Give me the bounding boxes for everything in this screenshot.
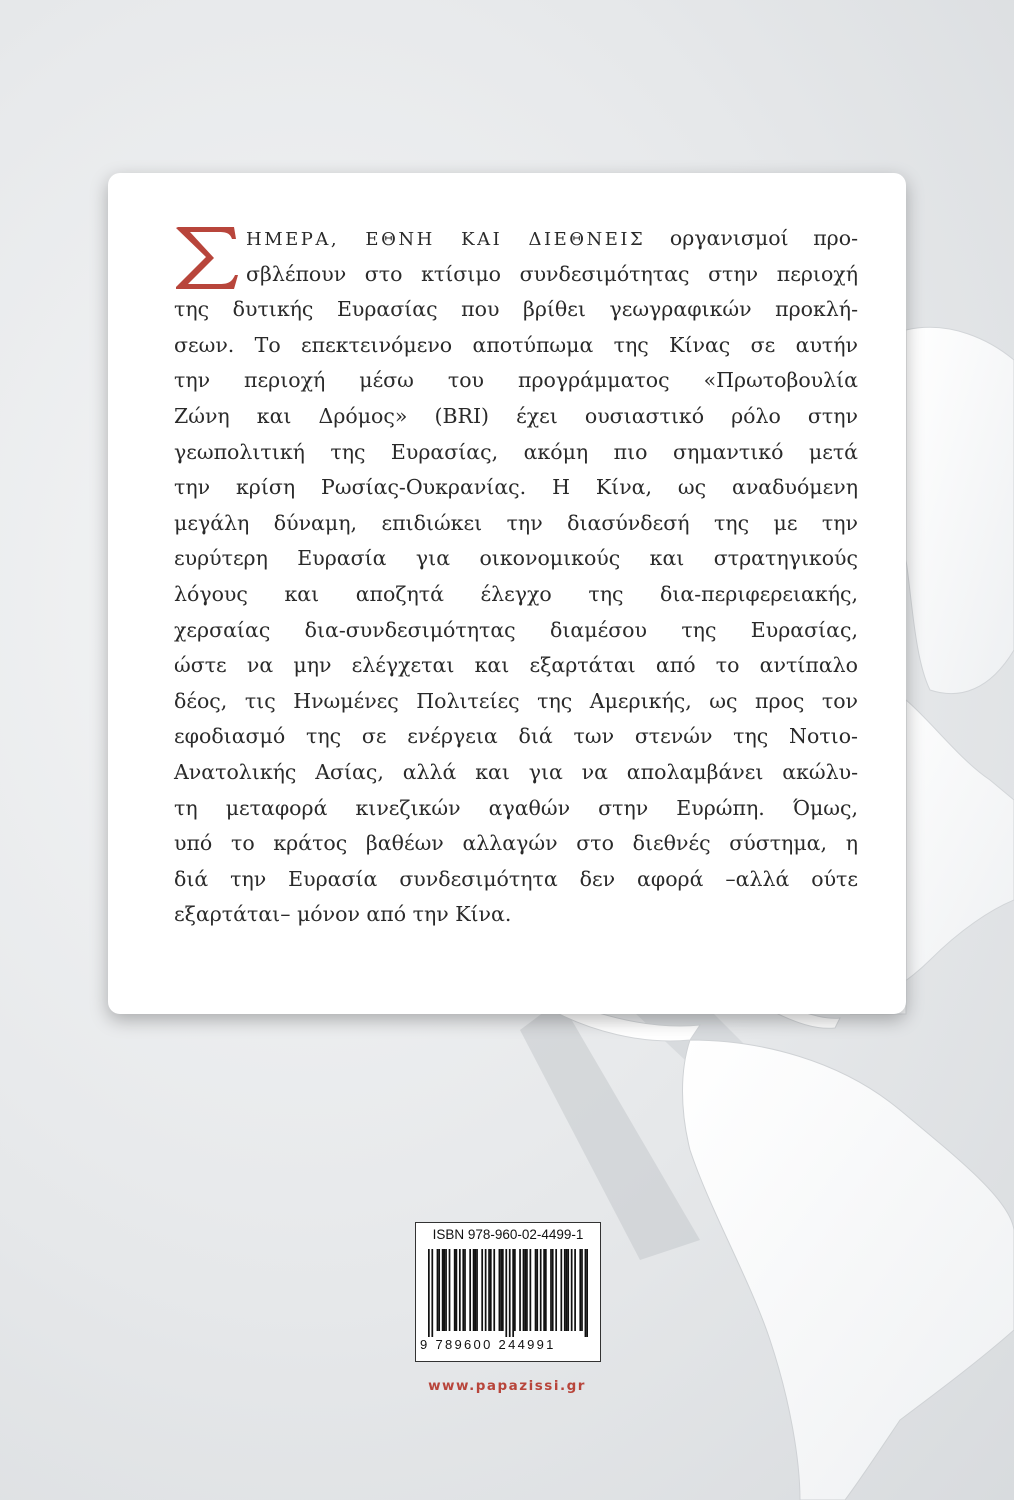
barcode-bar (459, 1249, 461, 1331)
blurb-line: Ζώνη και Δρόμος» (BRI) έχει ουσιαστικό ρόλο στην (174, 403, 858, 428)
barcode-bar (552, 1249, 554, 1331)
barcode-bar (445, 1249, 447, 1331)
blurb-line: χερσαίας δια-συνδεσιμότητας διαμέσου της Ευρασίας, (174, 617, 858, 642)
blurb-line: υπό το κράτος βαθέων αλλαγών στο διεθνές σύστημα, η (174, 831, 858, 856)
barcode-bar (567, 1249, 569, 1331)
blurb-line: εφοδιασμό της σε ενέργεια διά των στενών της Νοτιο- (174, 724, 858, 749)
barcode-bar (485, 1249, 487, 1331)
barcode-bar (543, 1249, 545, 1331)
barcode-bar (524, 1249, 526, 1331)
isbn-digits: 9 789600 244991 (420, 1337, 556, 1352)
blurb-line: Ανατολικής Ασίας, αλλά και για να απολαμβάνει ακώλυ- (174, 759, 858, 784)
barcode-bar (519, 1249, 521, 1331)
barcode-bar (564, 1249, 566, 1331)
blurb-line: τη μεταφορά κινεζικών αγαθών στην Ευρώπη. Όμως, (174, 795, 858, 820)
barcode-bar (502, 1249, 504, 1331)
barcode-bar (488, 1249, 490, 1331)
barcode-bar (536, 1249, 538, 1331)
blurb-line: ευρύτερη Ευρασία για οικονομικούς και στρατηγικούς (174, 546, 858, 571)
barcode-bar (566, 1249, 568, 1331)
barcode-bar (535, 1249, 537, 1331)
barcode-bar (540, 1249, 542, 1331)
barcode-bar (512, 1249, 514, 1337)
barcode-bar (469, 1249, 471, 1331)
blurb-line: γεωπολιτική της Ευρασίας, ακόμη πιο σημαντικό μετά (174, 439, 858, 464)
barcode-bar (550, 1249, 552, 1331)
blurb-line: δέος, τις Ηνωμένες Πολιτείες της Αμερικής, ως προς τον (174, 688, 858, 713)
blurb-line: ώστε να μην ελέγχεται και εξαρτάται από το αντίπαλο (174, 653, 858, 678)
barcode-bar (454, 1249, 456, 1331)
barcode-bar (574, 1249, 576, 1331)
blurb-line: μεγάλη δύναμη, επιδιώκει την διασύνδεσή της με την (174, 510, 858, 535)
barcode-bar (490, 1249, 492, 1331)
barcode-bar (456, 1249, 458, 1331)
barcode-bar (505, 1249, 507, 1337)
barcode-bar (545, 1249, 547, 1331)
barcode-bar (481, 1249, 483, 1331)
isbn-barcode-box (415, 1222, 601, 1362)
barcode-bar (449, 1249, 451, 1331)
isbn-label: ISBN 978-960-02-4499-1 (432, 1227, 584, 1242)
barcode-bar (500, 1249, 502, 1331)
barcode-bar (571, 1249, 573, 1331)
barcode-bar (493, 1249, 495, 1331)
barcode-bar (585, 1249, 587, 1337)
barcode-bar (462, 1249, 464, 1331)
barcode-bar (581, 1249, 583, 1331)
back-cover-blurb (174, 221, 858, 933)
blurb-line: την περιοχή μέσω του προγράμματος «Πρωτοβουλία (174, 368, 858, 393)
barcode-bar (442, 1249, 444, 1331)
barcode-bar (530, 1249, 532, 1331)
blurb-line: σβλέπουν στο κτίσιμο συνδεσιμότητας στην περιοχή (246, 261, 858, 286)
blurb-line: διά την Ευρασία συνδεσιμότητα δεν αφορά –αλλά ούτε (174, 866, 858, 891)
barcode-bar (579, 1249, 581, 1331)
barcode-bar (473, 1249, 475, 1331)
barcode-bar (560, 1249, 562, 1331)
barcode-bar (438, 1249, 440, 1331)
barcode-bar (431, 1249, 433, 1337)
barcode (428, 1249, 588, 1337)
barcode-bar (499, 1249, 501, 1331)
barcode-bar (443, 1249, 445, 1331)
barcode-bar (476, 1249, 478, 1331)
barcode-bar (474, 1249, 476, 1331)
opening-words: ΗΜΕΡΑ, ΕΘΝΗ ΚΑΙ ΔΙΕΘΝΕΙΣ (246, 229, 646, 250)
drop-cap-sigma (174, 225, 240, 291)
blurb-line: ΗΜΕΡΑ, ΕΘΝΗ ΚΑΙ ΔΙΕΘΝΕΙΣ οργανισμοί προ- (246, 226, 858, 250)
barcode-bar (526, 1249, 528, 1331)
blurb-line: σεων. Το επεκτεινόμενο αποτύπωμα της Κίνας σε αυτήν (174, 332, 858, 357)
barcode-bar (464, 1249, 466, 1331)
barcode-bar (586, 1249, 588, 1337)
publisher-website: www.papazissi.gr (428, 1378, 586, 1394)
barcode-bar (437, 1249, 439, 1331)
barcode-bar (555, 1249, 557, 1331)
blurb-line: λόγους και αποζητά έλεγχο της δια-περιφερειακής, (174, 581, 858, 606)
barcode-bar (523, 1249, 525, 1331)
barcode-bar (509, 1249, 511, 1337)
barcode-bar (514, 1249, 516, 1331)
blurb-card (108, 173, 906, 1014)
barcode-bar (428, 1249, 430, 1337)
blurb-line: εξαρτάται– μόνον από την Κίνα. (174, 902, 512, 927)
blurb-line: της δυτικής Ευρασίας που βρίθει γεωγραφικών προκλή- (174, 297, 858, 322)
blurb-line: την κρίση Ρωσίας-Ουκρανίας. Η Κίνα, ως αναδυόμενη (174, 475, 858, 500)
